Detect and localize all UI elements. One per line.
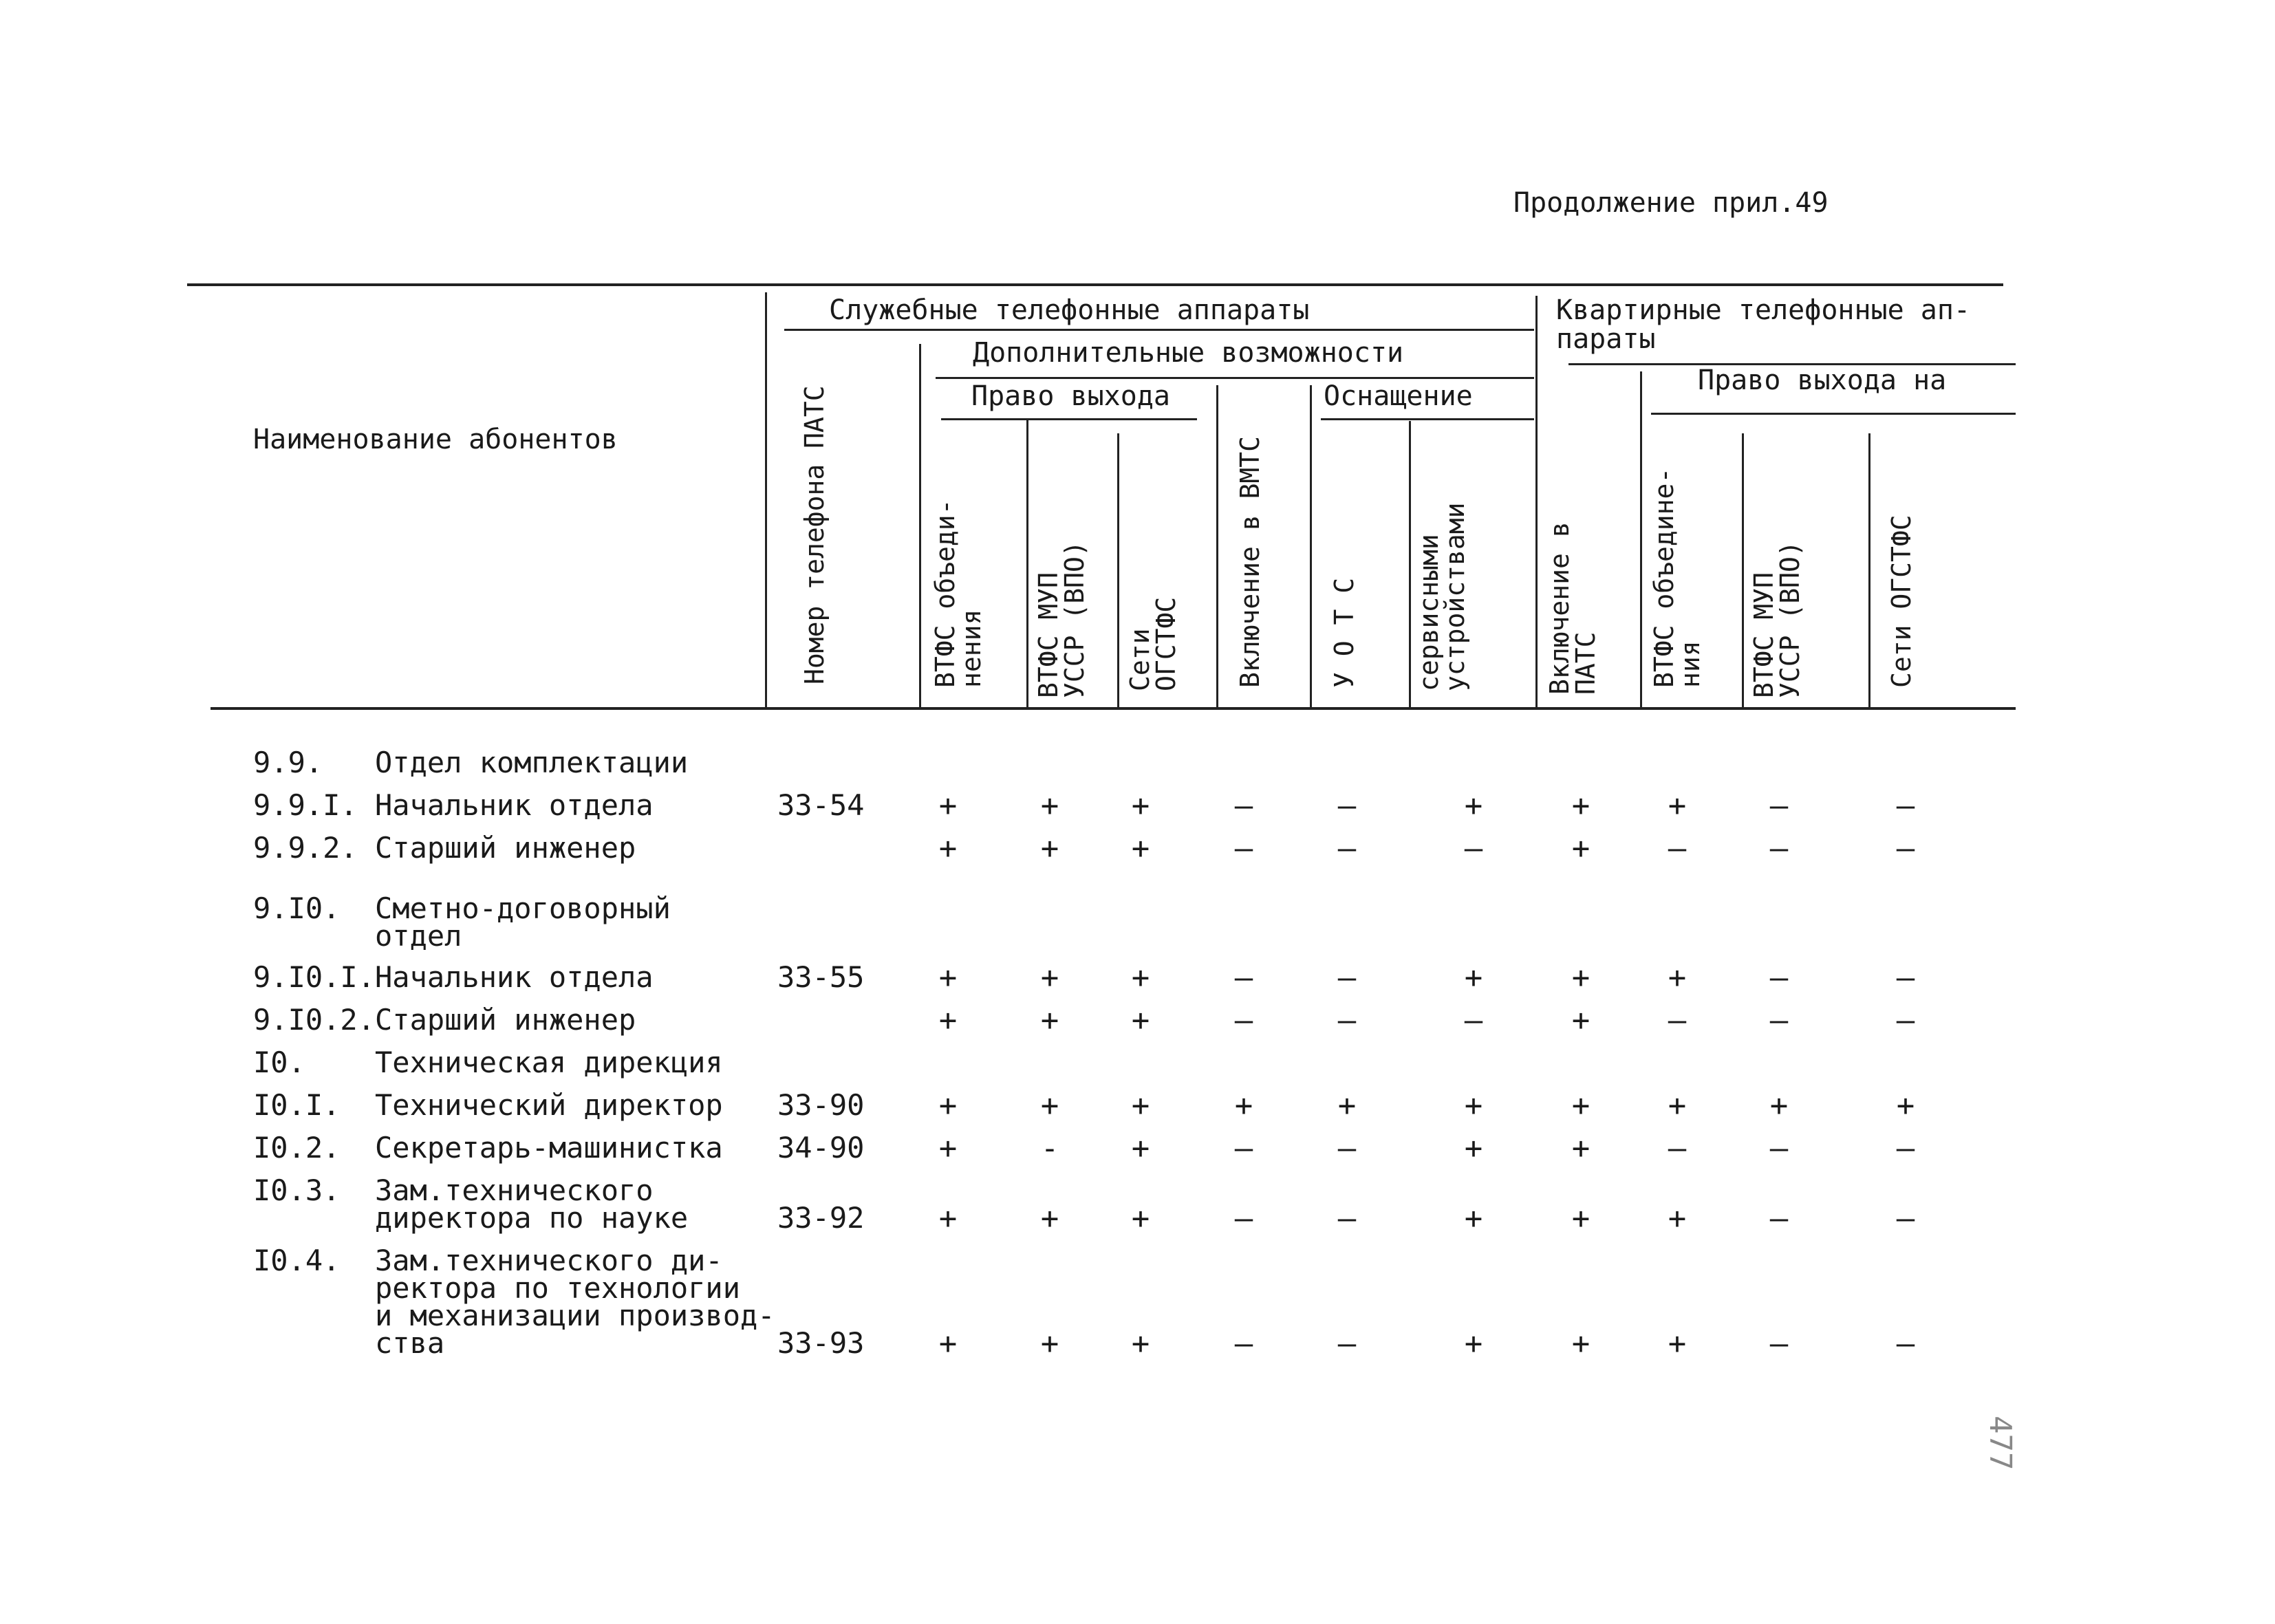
row-number: 9.I0.I.	[253, 960, 376, 994]
row-name-line: Старший инженер	[375, 1003, 636, 1037]
header-btfs-mup-2: ВТФС МУП УССР (ВПО)	[1749, 541, 1805, 698]
row-mark: +	[938, 1201, 958, 1236]
row-mark: +	[938, 1088, 958, 1123]
row-mark: +	[1464, 1131, 1483, 1166]
header-name-column: Наименование абонентов	[253, 424, 618, 455]
row-phone-number: 34-90	[777, 1131, 865, 1165]
row-name-line: Секретарь-машинистка	[375, 1131, 723, 1165]
row-mark: +	[1131, 1326, 1150, 1361]
header-vmts: Включение в ВМТС	[1235, 435, 1265, 688]
header-ogstfs-2: Сети ОГСТФС	[1886, 515, 1917, 688]
row-phone-number: 33-55	[777, 960, 865, 994]
row-mark: –	[1234, 1131, 1253, 1166]
header-patc-inclusion: Включение в ПАТС	[1544, 521, 1601, 695]
row-mark: –	[1234, 960, 1253, 995]
row-mark: +	[1464, 1326, 1483, 1361]
row-phone-number: 33-93	[777, 1326, 865, 1360]
row-mark: +	[1464, 1088, 1483, 1123]
row-mark: +	[1896, 1088, 1915, 1123]
table-header-bottom-rule	[211, 707, 2016, 710]
row-mark: +	[1131, 960, 1150, 995]
equipment-underline	[1321, 418, 1534, 420]
exit-right-to-underline	[1651, 413, 2016, 415]
row-mark: –	[1464, 831, 1483, 866]
header-extra-features: Дополнительные возможности	[973, 337, 1404, 369]
row-mark: –	[1337, 831, 1357, 866]
col-rule	[1310, 385, 1312, 707]
row-mark: +	[1131, 831, 1150, 866]
row-mark: +	[1131, 1201, 1150, 1236]
row-phone-number: 33-92	[777, 1201, 865, 1235]
row-mark: +	[1464, 788, 1483, 823]
row-number: I0.4.	[253, 1244, 341, 1277]
row-mark: +	[938, 1131, 958, 1166]
row-mark: +	[1234, 1088, 1253, 1123]
row-mark: –	[1769, 1003, 1789, 1038]
continuation-caption: Продолжение прил.49	[1513, 187, 1829, 219]
header-patc-number: Номер телефона ПАТС	[799, 385, 830, 684]
header-residential-phones: Квартирные телефонные ап- параты	[1556, 294, 1971, 355]
row-number: 9.I0.	[253, 891, 341, 925]
col-rule	[1742, 433, 1744, 707]
header-btfs-mup: ВТФС МУП УССР (ВПО)	[1033, 541, 1090, 698]
row-mark: +	[1571, 960, 1591, 995]
row-number: 9.I0.2.	[253, 1003, 376, 1037]
header-service-devices: сервисными устройствами	[1414, 502, 1470, 691]
row-mark: +	[1571, 1088, 1591, 1123]
row-mark: +	[1040, 1326, 1059, 1361]
row-number: 9.9.2.	[253, 831, 358, 865]
row-mark: –	[1896, 1201, 1915, 1236]
row-name-line: Начальник отдела	[375, 788, 654, 822]
row-mark: –	[1234, 1326, 1253, 1361]
row-number: I0.2.	[253, 1131, 341, 1165]
header-equipment: Оснащение	[1324, 380, 1473, 412]
row-name-line: Техническая дирекция	[375, 1046, 723, 1079]
row-mark: –	[1896, 1326, 1915, 1361]
row-mark: –	[1896, 831, 1915, 866]
row-mark: +	[1040, 1003, 1059, 1038]
row-mark: +	[1040, 1088, 1059, 1123]
row-mark: +	[938, 960, 958, 995]
row-mark: –	[1668, 831, 1687, 866]
col-rule	[1216, 385, 1218, 707]
row-mark: +	[1131, 1088, 1150, 1123]
col-rule	[1640, 371, 1642, 707]
exit-right-underline	[941, 418, 1197, 420]
row-mark: –	[1234, 788, 1253, 823]
row-number: I0.	[253, 1046, 305, 1079]
row-mark: +	[1571, 1326, 1591, 1361]
table-top-rule	[187, 283, 2003, 286]
extra-group-underline	[936, 377, 1534, 379]
row-mark: –	[1896, 1131, 1915, 1166]
row-name-line: Сметно-договорный	[375, 891, 671, 925]
row-mark: +	[1769, 1088, 1789, 1123]
row-mark: –	[1668, 1003, 1687, 1038]
row-mark: –	[1234, 831, 1253, 866]
row-mark: –	[1337, 788, 1357, 823]
row-mark: –	[1668, 1131, 1687, 1166]
row-mark: +	[938, 1003, 958, 1038]
row-mark: +	[1040, 960, 1059, 995]
row-number: 9.9.I.	[253, 788, 358, 822]
row-mark: +	[1668, 788, 1687, 823]
row-mark: –	[1337, 1131, 1357, 1166]
col-rule	[1535, 296, 1538, 707]
row-mark: –	[1337, 1201, 1357, 1236]
row-mark: -	[1040, 1131, 1059, 1166]
row-name-line: ства	[375, 1326, 445, 1360]
row-name-line: Отдел комплектации	[375, 746, 689, 779]
row-name-line: Зам.технического ди-	[375, 1244, 723, 1277]
row-mark: –	[1769, 831, 1789, 866]
col-rule	[1117, 433, 1119, 707]
row-mark: –	[1769, 960, 1789, 995]
row-mark: +	[1337, 1088, 1357, 1123]
row-mark: +	[1571, 1131, 1591, 1166]
row-phone-number: 33-54	[777, 788, 865, 822]
header-office-phones: Служебные телефонные аппараты	[829, 294, 1310, 326]
row-mark: +	[1571, 1201, 1591, 1236]
row-mark: –	[1337, 960, 1357, 995]
row-mark: +	[1131, 788, 1150, 823]
row-mark: +	[1668, 1201, 1687, 1236]
row-mark: +	[1571, 831, 1591, 866]
row-mark: –	[1234, 1003, 1253, 1038]
row-number: I0.I.	[253, 1088, 341, 1122]
row-name-line: отдел	[375, 919, 462, 953]
row-name-line: ректора по технологии	[375, 1271, 741, 1305]
col-rule	[1026, 420, 1028, 707]
header-exit-right: Право выхода	[971, 380, 1170, 412]
row-mark: +	[938, 1326, 958, 1361]
row-number: 9.9.	[253, 746, 323, 779]
row-mark: +	[1040, 1201, 1059, 1236]
row-mark: +	[1668, 1326, 1687, 1361]
row-name-line: Старший инженер	[375, 831, 636, 865]
row-mark: –	[1896, 960, 1915, 995]
row-mark: +	[1040, 788, 1059, 823]
office-group-underline	[784, 329, 1534, 331]
row-mark: +	[938, 831, 958, 866]
row-phone-number: 33-90	[777, 1088, 865, 1122]
header-ogstfs: Сети ОГСТФС	[1125, 596, 1181, 691]
row-mark: –	[1769, 1201, 1789, 1236]
row-mark: –	[1769, 788, 1789, 823]
header-uots: У О Т С	[1329, 577, 1359, 688]
header-btfs-association-2: ВТФС объедине- ния	[1649, 467, 1705, 688]
row-mark: +	[1464, 1201, 1483, 1236]
header-btfs-association: ВТФС объеди- нения	[930, 499, 986, 688]
row-mark: –	[1337, 1326, 1357, 1361]
col-rule	[919, 344, 921, 707]
col-rule	[765, 292, 767, 707]
row-mark: +	[1571, 1003, 1591, 1038]
row-name-line: Зам.технического	[375, 1173, 654, 1207]
row-mark: –	[1234, 1201, 1253, 1236]
row-mark: +	[1464, 960, 1483, 995]
row-mark: –	[1464, 1003, 1483, 1038]
row-mark: +	[1131, 1131, 1150, 1166]
row-name-line: директора по науке	[375, 1201, 689, 1235]
row-mark: +	[1571, 788, 1591, 823]
row-mark: –	[1769, 1326, 1789, 1361]
row-mark: –	[1769, 1131, 1789, 1166]
page-number: 477	[1983, 1416, 2018, 1471]
row-mark: –	[1896, 1003, 1915, 1038]
row-name-line: Начальник отдела	[375, 960, 654, 994]
row-mark: +	[1668, 1088, 1687, 1123]
row-name-line: Технический директор	[375, 1088, 723, 1122]
row-number: I0.3.	[253, 1173, 341, 1207]
col-rule	[1868, 433, 1870, 707]
header-exit-right-to: Право выхода на	[1698, 365, 1947, 396]
row-mark: –	[1337, 1003, 1357, 1038]
col-rule	[1409, 421, 1411, 707]
row-mark: +	[1668, 960, 1687, 995]
row-mark: +	[1040, 831, 1059, 866]
row-mark: +	[938, 788, 958, 823]
row-mark: –	[1896, 788, 1915, 823]
row-mark: +	[1131, 1003, 1150, 1038]
row-name-line: и механизации производ-	[375, 1299, 775, 1332]
